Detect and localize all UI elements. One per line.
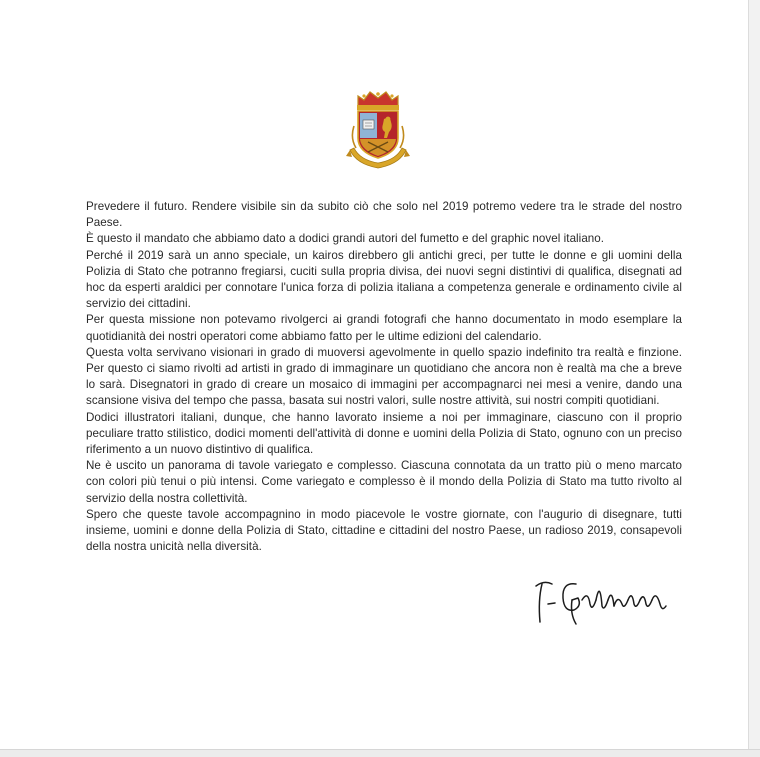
handwritten-signature: [528, 570, 678, 632]
paragraph: Questa volta servivano visionari in grado di muoversi agevolmente in quello spazio indefinito tra realtà e finzione. Per questo ci siamo rivolti ad artisti in grado di immaginare un quotidiano che ancora non è realtà ma che a breve lo sarà. Disegnatori in grado di creare un mosaico di immagini per accompagnarci nei mesi a venire, dando una scansione visiva del tempo che passa, basata sui nostri valori, sulle nostre attività, sui nostri compiti quotidiani.: [86, 345, 682, 408]
paragraph: Dodici illustratori italiani, dunque, che hanno lavorato insieme a noi per immaginare, ciascuno con il proprio peculiare tratto stilistico, dodici momenti dell'attività di donne e uomini della Polizia di Stato, ognuno con un preciso riferimento a un nuovo distintivo di qualifica.: [86, 410, 682, 457]
paragraph: Spero che queste tavole accompagnino in modo piacevole le vostre giornate, con l'augurio di disegnare, tutti insieme, uomini e donne della Polizia di Stato, cittadine e cittadini del nostro Paese, un radioso 2019, consapevoli della nostra unicità nella diversità.: [86, 507, 682, 554]
paragraph: È questo il mandato che abbiamo dato a dodici grandi autori del fumetto e del graphic novel italiano.: [86, 232, 605, 246]
polizia-crest-icon: [344, 86, 412, 172]
paragraph: Prevedere il futuro. Rendere visibile sin da subito ciò che solo nel 2019 potremo vedere tra le strade del nostro Paese.: [86, 200, 682, 230]
paragraph: Perché il 2019 sarà un anno speciale, un kairos direbbero gli antichi greci, per tutte le donne e gli uomini della Polizia di Stato che potranno fregiarsi, cuciti sulla propria divisa, dei nuovi segni distintivi di qualifica, disegnati ad hoc da esperti araldici per connotare l'unica forza di polizia italiana a competenza generale e ordinamento civile al servizio dei cittadini.: [86, 248, 682, 311]
page-edge-right: [748, 0, 760, 756]
paragraph: Ne è uscito un panorama di tavole variegato e complesso. Ciascuna connotata da un tratto più o meno marcato con colori più tenui o più intensi. Come variegato e complesso è il mondo della Polizia di Stato ma tutto rivolto al servizio della nostra collettività.: [86, 459, 682, 505]
letter-body: [86, 199, 682, 555]
paragraph: Per questa missione non potevamo rivolgerci ai grandi fotografi che hanno documentato in modo esemplare la quotidianità dei nostri operatori come abbiamo fatto per le ultime edizioni del calendario.: [86, 313, 682, 343]
